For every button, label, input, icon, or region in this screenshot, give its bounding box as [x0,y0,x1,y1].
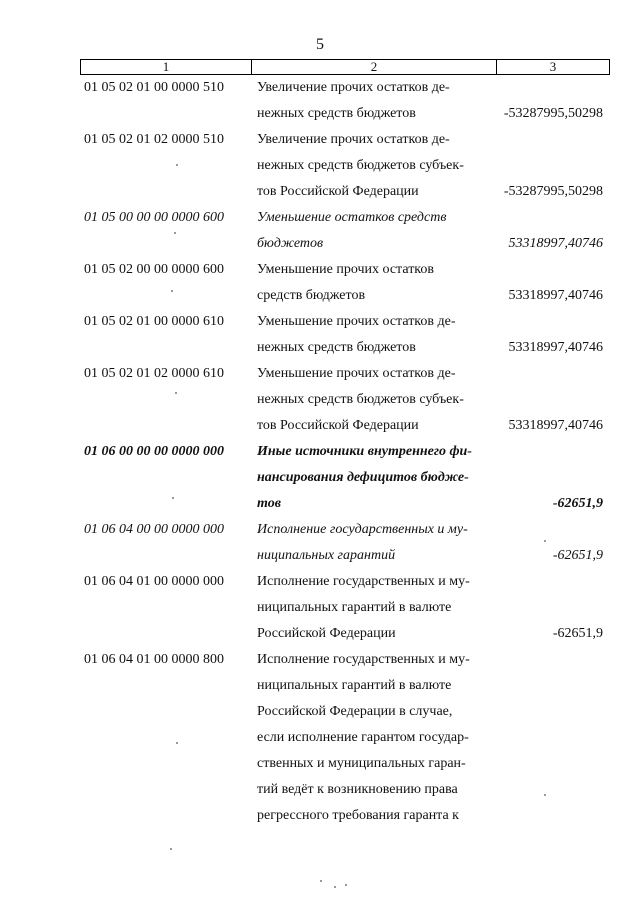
amount-value: 53318997,40746 [508,288,603,303]
description-line: средств бюджетов [257,288,366,303]
description-line: Уменьшение остатков средств [257,210,447,225]
description-line: ственных и муниципальных гаран- [257,756,466,771]
description-line: Российской Федерации в случае, [257,704,453,719]
budget-code: 01 06 04 01 00 0000 800 [84,652,224,667]
column-header-1: 1 [81,60,252,74]
column-header-2: 2 [252,60,497,74]
description-line: бюджетов [257,236,324,251]
description-line: Увеличение прочих остатков де- [257,80,450,95]
description-line: тов Российской Федерации [257,418,419,433]
description-line: ниципальных гарантий [257,548,396,563]
table-row [0,364,640,442]
budget-code: 01 06 04 01 00 0000 000 [84,574,224,589]
description-line: нежных средств бюджетов [257,106,416,121]
table-row [0,78,640,130]
amount-value: 53318997,40746 [508,418,603,433]
row-description [257,312,497,364]
description-line: тий ведёт к возникновению права [257,782,458,797]
budget-code: 01 05 02 01 00 0000 510 [84,80,224,95]
row-description [257,130,497,208]
description-line: нежных средств бюджетов [257,340,416,355]
budget-code: 01 05 02 01 00 0000 610 [84,314,224,329]
description-line: тов Российской Федерации [257,184,419,199]
table-row [0,520,640,572]
amount-value: -53287995,50298 [503,106,603,121]
description-line: если исполнение гарантом государ- [257,730,469,745]
table-row [0,572,640,650]
scan-speck [172,497,174,499]
column-header-3: 3 [549,59,557,74]
scan-speck [320,880,322,882]
scan-speck [174,232,176,234]
description-line: ниципальных гарантий в валюте [257,678,452,693]
amount-value: -53287995,50298 [503,184,603,199]
description-line: Российской Федерации [257,626,396,641]
row-description [257,364,497,442]
description-line: Исполнение государственных и му- [257,522,468,537]
table-row [0,208,640,260]
budget-code: 01 05 02 01 02 0000 610 [84,366,224,381]
description-line: нежных средств бюджетов субъек- [257,392,464,407]
row-description [257,520,497,572]
row-description [257,650,497,832]
scan-speck [334,886,336,888]
description-line: Иные источники внутреннего фи- [257,444,472,459]
scan-speck [176,742,178,744]
row-description [257,572,497,650]
row-description [257,260,497,312]
amount-value: 53318997,40746 [508,236,603,251]
page-number: 5 [316,36,324,53]
scan-speck [176,164,178,166]
amount-value: -62651,9 [552,548,603,563]
row-description [257,208,497,260]
description-line: Исполнение государственных и му- [257,574,470,589]
description-line: Уменьшение прочих остатков [257,262,435,277]
description-line: Уменьшение прочих остатков де- [257,314,456,329]
row-description [257,78,497,130]
table-header [80,59,610,75]
description-line: нежных средств бюджетов субъек- [257,158,464,173]
budget-code: 01 06 04 00 00 0000 000 [84,522,224,537]
scan-speck [171,290,173,292]
table-row [0,442,640,520]
scan-speck [544,794,546,796]
table-row [0,260,640,312]
budget-code: 01 05 02 01 02 0000 510 [84,132,224,147]
budget-code: 01 05 00 00 00 0000 600 [84,210,224,225]
description-line: Исполнение государственных и му- [257,652,470,667]
scan-speck [345,884,347,886]
scan-speck [170,848,172,850]
amount-value: -62651,9 [552,496,603,511]
description-line: ниципальных гарантий в валюте [257,600,452,615]
scan-speck [544,540,546,542]
description-line: Увеличение прочих остатков де- [257,132,450,147]
description-line: регрессного требования гаранта к [257,808,459,823]
table-row [0,650,640,832]
table-row [0,312,640,364]
description-line: нансирования дефицитов бюдже- [257,470,469,485]
budget-code: 01 06 00 00 00 0000 000 [84,444,224,459]
amount-value: 53318997,40746 [508,340,603,355]
row-description [257,442,497,520]
table-row [0,130,640,208]
description-line: тов [257,496,281,511]
scan-speck [175,392,177,394]
budget-code: 01 05 02 00 00 0000 600 [84,262,224,277]
description-line: Уменьшение прочих остатков де- [257,366,456,381]
amount-value: -62651,9 [552,626,603,641]
